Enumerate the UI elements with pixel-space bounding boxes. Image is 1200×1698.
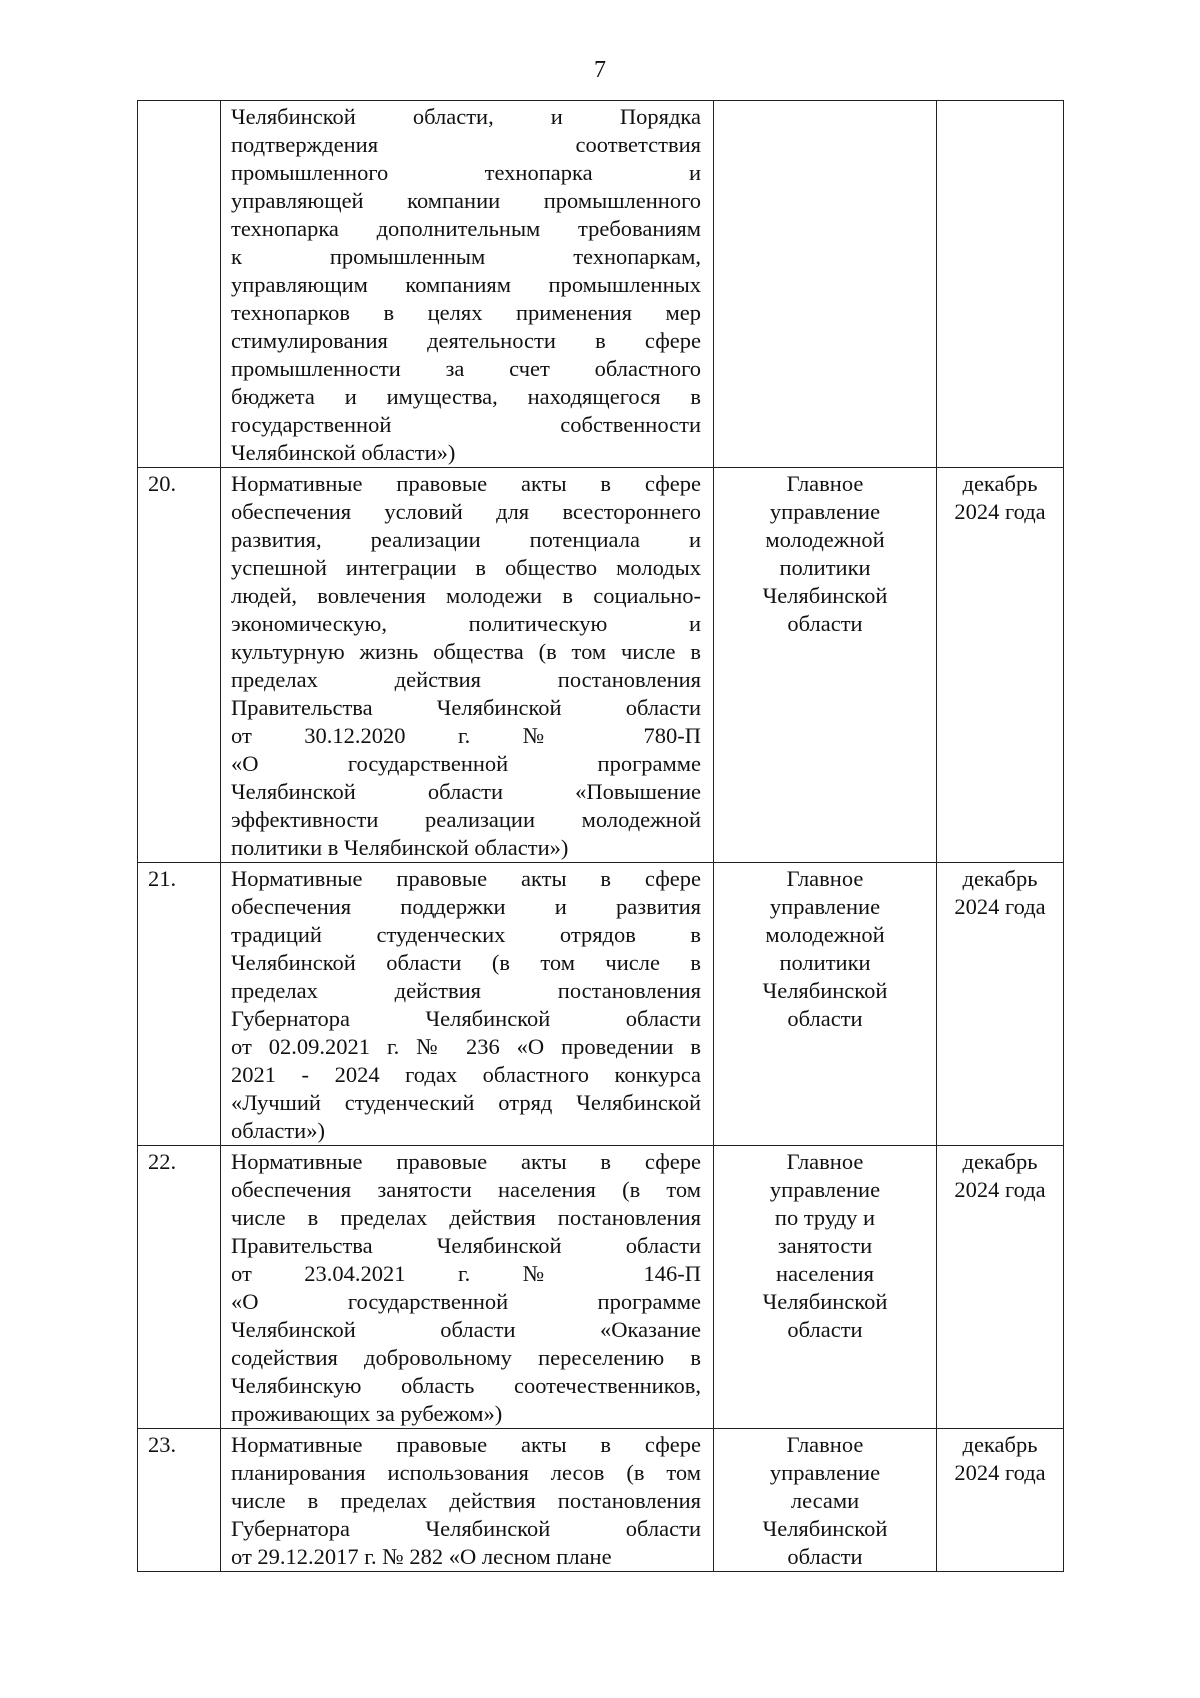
act-description-line: Нормативные правовые акты в сфере xyxy=(231,1149,701,1174)
act-description-line: Челябинской области «Оказание xyxy=(231,1317,701,1342)
responsible-body-line: Челябинской xyxy=(762,978,888,1003)
deadline-cell xyxy=(937,468,1064,863)
table-row xyxy=(138,863,1064,1146)
responsible-body-line: Главное xyxy=(786,1149,864,1174)
responsible-body-line: лесами xyxy=(790,1488,860,1513)
act-description-line: Челябинской области «Повышение xyxy=(231,779,701,804)
act-description-line: культурную жизнь общества (в том числе в xyxy=(231,639,701,664)
act-description-line: Челябинскую область соотечественников, xyxy=(231,1373,701,1398)
responsible-body-cell xyxy=(714,1146,937,1429)
act-description-line: экономическую, политическую и xyxy=(231,611,701,636)
act-description-line: управляющей компании промышленного xyxy=(231,188,701,213)
deadline-cell xyxy=(937,1429,1064,1572)
responsible-body-line: области xyxy=(787,1317,863,1342)
responsible-body-cell xyxy=(714,468,937,863)
act-description-line: Челябинской области, и Порядка xyxy=(231,104,701,129)
act-description-line: технопарка дополнительным требованиям xyxy=(231,216,701,241)
act-description-line: области») xyxy=(231,1118,325,1143)
deadline-line: декабрь xyxy=(962,866,1038,891)
act-description-line: от 23.04.2021 г. № 146-П xyxy=(231,1261,701,1286)
responsible-body-line: Главное xyxy=(786,471,864,496)
act-description-line: бюджета и имущества, находящегося в xyxy=(231,384,701,409)
act-description-line: людей, вовлечения молодежи в социально- xyxy=(231,583,701,608)
act-description-line: Челябинской области (в том числе в xyxy=(231,950,701,975)
deadline-line: 2024 года xyxy=(954,1460,1046,1485)
responsible-body-cell xyxy=(714,101,937,468)
responsible-body-line: по труду и xyxy=(774,1205,876,1230)
deadline-line: декабрь xyxy=(962,1432,1038,1457)
table-row xyxy=(138,101,1064,468)
table-body xyxy=(138,101,1064,1572)
row-number: 23. xyxy=(148,1432,177,1457)
row-number: 21. xyxy=(148,866,177,891)
responsible-body-cell xyxy=(714,863,937,1146)
row-number-cell xyxy=(138,468,221,863)
act-description-line: «О государственной программе xyxy=(231,751,701,776)
deadline-cell xyxy=(937,1146,1064,1429)
act-description-line: Губернатора Челябинской области xyxy=(231,1006,701,1031)
act-description-line: 2021 - 2024 годах областного конкурса xyxy=(231,1062,701,1087)
act-description-line: стимулирования деятельности в сфере xyxy=(231,328,701,353)
act-description-line: промышленного технопарка и xyxy=(231,160,701,185)
responsible-body-line: Челябинской xyxy=(762,583,888,608)
act-description-cell xyxy=(221,468,714,863)
responsible-body-line: молодежной xyxy=(765,922,885,947)
table-row xyxy=(138,468,1064,863)
row-number: 20. xyxy=(148,471,177,496)
act-description-line: обеспечения условий для всестороннего xyxy=(231,499,701,524)
act-description-line: обеспечения поддержки и развития xyxy=(231,894,701,919)
act-description-line: к промышленным технопаркам, xyxy=(231,244,701,269)
act-description-line: от 29.12.2017 г. № 282 «О лесном плане xyxy=(231,1544,612,1569)
act-description-line: технопарков в целях применения мер xyxy=(231,300,701,325)
row-number-cell xyxy=(138,1146,221,1429)
deadline-line: декабрь xyxy=(962,1149,1038,1174)
legal-acts-table xyxy=(137,100,1064,1572)
act-description-line: пределах действия постановления xyxy=(231,978,701,1003)
responsible-body-cell xyxy=(714,1429,937,1572)
act-description-line: пределах действия постановления xyxy=(231,667,701,692)
act-description-line: планирования использования лесов (в том xyxy=(231,1460,701,1485)
act-description-line: от 02.09.2021 г. № 236 «О проведении в xyxy=(231,1034,701,1059)
responsible-body-line: Челябинской xyxy=(762,1289,888,1314)
deadline-line: 2024 года xyxy=(954,499,1046,524)
responsible-body-line: населения xyxy=(776,1261,874,1286)
responsible-body-line: управление xyxy=(769,1460,881,1485)
table-row xyxy=(138,1429,1064,1572)
deadline-cell xyxy=(937,863,1064,1146)
responsible-body-line: области xyxy=(787,1544,863,1569)
act-description-line: Губернатора Челябинской области xyxy=(231,1516,701,1541)
table-row xyxy=(138,1146,1064,1429)
act-description-line: Правительства Челябинской области xyxy=(231,695,701,720)
deadline-line: декабрь xyxy=(962,471,1038,496)
responsible-body-line: Главное xyxy=(786,1432,864,1457)
responsible-body-line: Главное xyxy=(786,866,864,891)
page-number: 7 xyxy=(594,57,606,83)
row-number-cell xyxy=(138,1429,221,1572)
act-description-line: от 30.12.2020 г. № 780-П xyxy=(231,723,701,748)
act-description-line: «Лучший студенческий отряд Челябинской xyxy=(231,1090,701,1115)
act-description-line: управляющим компаниям промышленных xyxy=(231,272,701,297)
responsible-body-line: Челябинской xyxy=(762,1516,888,1541)
act-description-line: промышленности за счет областного xyxy=(231,356,701,381)
responsible-body-line: области xyxy=(787,1006,863,1031)
act-description-line: «О государственной программе xyxy=(231,1289,701,1314)
act-description-line: проживающих за рубежом») xyxy=(231,1401,503,1426)
act-description-line: подтверждения соответствия xyxy=(231,132,701,157)
act-description-line: государственной собственности xyxy=(231,412,701,437)
act-description-line: Правительства Челябинской области xyxy=(231,1233,701,1258)
responsible-body-line: управление xyxy=(769,499,881,524)
act-description-line: Нормативные правовые акты в сфере xyxy=(231,1432,701,1457)
act-description-line: эффективности реализации молодежной xyxy=(231,807,701,832)
responsible-body-line: управление xyxy=(769,894,881,919)
responsible-body-line: управление xyxy=(769,1177,881,1202)
act-description-cell xyxy=(221,863,714,1146)
act-description-line: Нормативные правовые акты в сфере xyxy=(231,866,701,891)
act-description-line: успешной интеграции в общество молодых xyxy=(231,555,701,580)
act-description-line: Нормативные правовые акты в сфере xyxy=(231,471,701,496)
act-description-line: числе в пределах действия постановления xyxy=(231,1488,701,1513)
act-description-line: развития, реализации потенциала и xyxy=(231,527,701,552)
responsible-body-line: политики xyxy=(779,950,871,975)
deadline-line: 2024 года xyxy=(954,894,1046,919)
deadline-cell xyxy=(937,101,1064,468)
row-number-cell xyxy=(138,101,221,468)
deadline-line: 2024 года xyxy=(954,1177,1046,1202)
row-number-cell xyxy=(138,863,221,1146)
act-description-line: традиций студенческих отрядов в xyxy=(231,922,701,947)
act-description-line: политики в Челябинской области») xyxy=(231,835,569,860)
act-description-line: Челябинской области») xyxy=(231,440,456,465)
responsible-body-line: политики xyxy=(779,555,871,580)
responsible-body-line: области xyxy=(787,611,863,636)
act-description-cell xyxy=(221,101,714,468)
act-description-cell xyxy=(221,1146,714,1429)
responsible-body-line: занятости xyxy=(777,1233,873,1258)
act-description-line: обеспечения занятости населения (в том xyxy=(231,1177,701,1202)
row-number: 22. xyxy=(148,1149,177,1174)
act-description-line: содействия добровольному переселению в xyxy=(231,1345,701,1370)
responsible-body-line: молодежной xyxy=(765,527,885,552)
act-description-line: числе в пределах действия постановления xyxy=(231,1205,701,1230)
act-description-cell xyxy=(221,1429,714,1572)
